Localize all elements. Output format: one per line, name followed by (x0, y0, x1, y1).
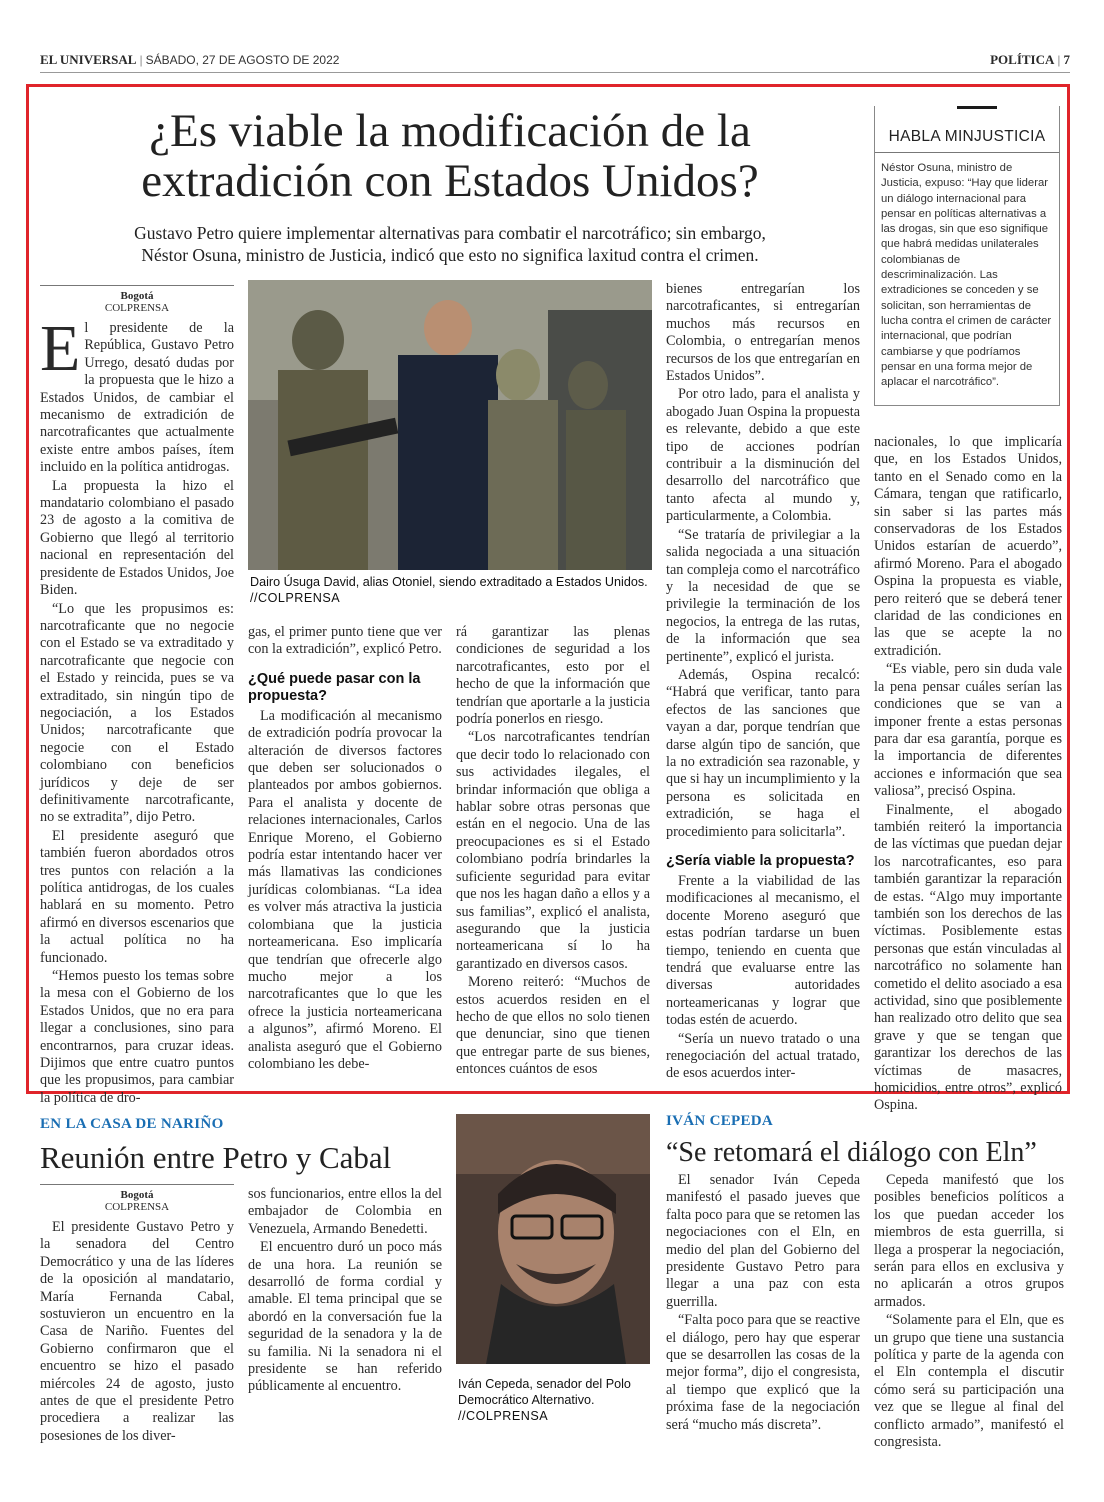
sidebar-box (874, 106, 1060, 406)
paragraph: El senador Iván Cepeda manifestó el pasado jueves que falta poco para que se retomen las negociaciones con el Eln, en medio del plan del Gobierno del presidente Gustavo Petro para llegar a una paz con esta guerrilla. (666, 1172, 860, 1310)
running-header: EL UNIVERSAL | SÁBADO, 27 DE AGOSTO DE 2022 POLÍTICA | 7 (40, 52, 1070, 67)
headline-line-2: extradición con Estados Unidos? (141, 155, 759, 207)
byline-city: Bogotá (120, 290, 154, 302)
photo-cepeda (456, 1114, 650, 1364)
paragraph: rá garantizar las plenas condiciones de seguridad a los narcotraficantes, esto por el hecho de que la información que tendrían que aportarle a la justicia podría ponerlos en riesgo. (456, 624, 650, 728)
byline (40, 1189, 234, 1213)
paragraph: El presidente Gustavo Petro y la senadora del Centro Democrático y una de las líderes de la oposición al mandatario, María Fernanda Cabal, sostuvieron un encuentro en la Casa de Nariño. Fuentes del Gobierno confirmaron que el encuentro se hizo el pasado miércoles 24 de agosto, justo antes de que el presidente Petro procediera a realizar las posesiones de los diver- (40, 1219, 234, 1444)
story3-headline: “Se retomará el diálogo con Eln” (666, 1137, 1037, 1168)
photo-extradition (248, 280, 652, 570)
main-col-2 (248, 624, 442, 1074)
page-number: 7 (1063, 52, 1070, 67)
paragraph: “Solamente para el Eln, que es un grupo que tiene una sustancia política y parte de la agenda con el Eln contempla el discutir cómo será su participación una vez que se llegue al final del conflicto armado”, manifestó el congresista. (874, 1312, 1064, 1451)
cepeda-caption (458, 1376, 650, 1424)
paragraph: “Falta poco para que se reactive el diálogo, pero hay que esperar que se desarrollen las cosas de la mejor forma”, dijo el congresista, al tiempo que explicó que la próxima fase de la negociación será “mucho más discreta”. (666, 1312, 860, 1433)
newspaper-name: EL UNIVERSAL (40, 52, 137, 67)
caption-credit: //COLPRENSA (250, 591, 341, 605)
headline-line-1: ¿Es viable la modificación de la (149, 105, 751, 157)
section-name: POLÍTICA (990, 52, 1055, 67)
paragraph: “Lo que les propusimos es: narcotraficante que no negocie con el Estado se va extraditado y narcotraficante que negocie con el Estado y reincida, pues se va extraditado, sin ningún tipo de negociación, a los Estados Unidos; narcotraficante que negocie con el Estado colombiano con beneficios jurídicos y deje de ser definitivamente narcotraficante, no se extradita”, dijo Petro. (40, 600, 234, 826)
paragraph: Además, Ospina recalcó: “Habrá que verificar, tanto para efectos de las sanciones que vayan a dar, porque tendrían que darse algún tipo de sanción, que la no extradición sea razonable, y que si hay un incumplimiento y la persona es solicitada en extradición, se haga el procedimiento para solicitarla”. (666, 666, 860, 840)
main-col-3 (456, 624, 650, 1080)
paragraph: El encuentro duró un poco más de una hora. La reunión se desarrolló de forma cordial y amable. El tema principal que se abordó en la conversación fue la seguridad de la senadora y la de su familia. Ni la senadora ni el presidente se han referido públicamente al encuentro. (248, 1239, 442, 1395)
deck-line-2: Néstor Osuna, ministro de Justicia, indicó que esto no significa laxitud contra el crimen. (141, 245, 759, 265)
story3-kicker: IVÁN CEPEDA (666, 1113, 774, 1129)
paragraph: “Es viable, pero sin duda vale la pena pensar cuáles serían las condiciones que se van a imponer frente a estas personas para dar esa garantía, porque es la importancia de diferentes acciones e información que sea valiosa”, precisó Ospina. (874, 661, 1062, 800)
story3-col-1 (666, 1172, 860, 1435)
deck (40, 222, 860, 266)
paragraph: Frente a la viabilidad de las modificaciones al mecanismo, el docente Moreno aseguró que estas podrían tardarse un buen tiempo, teniendo en cuenta que tendrá que evaluarse entre las diversas autoridades norteamericanas y lograr que todas estén de acuerdo. (666, 873, 860, 1029)
subhead: ¿Sería viable la propuesta? (666, 853, 855, 869)
byline-agency: COLPRENSA (104, 302, 170, 314)
header-rule (40, 72, 1070, 73)
story2-headline: Reunión entre Petro y Cabal (40, 1140, 392, 1175)
story3-col-2 (874, 1172, 1064, 1453)
paragraph: “Sería un nuevo tratado o una renegociación del actual tratado, de esos acuerdos inter- (666, 1030, 860, 1082)
paragraph: Finalmente, el abogado también reiteró la importancia de las víctimas que puedan dejar los narcotraficantes, eso para también garantizar la reparación de estas. “Algo muy importante también son los derechos de las víctimas. Posiblemente estas personas que están vinculadas al narcotráfico no solamente han cometido el delito asociado a esa actividad, sino que posiblemente han realizado otro delito que sea grave y que se tengan que garantizar los derechos de las víctimas de masacres, homicidios, entre otros”, explicó Ospina. (874, 801, 1062, 1114)
byline-agency: COLPRENSA (104, 1201, 170, 1213)
caption-text: Dairo Úsuga David, alias Otoniel, siendo extraditado a Estados Unidos. (250, 575, 648, 589)
paragraph: Moreno reiteró: “Muchos de estos acuerdos residen en el hecho de que ellos no solo tienen que denunciar, sino que tienen que entregar parte de sus bienes, entonces cuántos de esos (456, 974, 650, 1078)
caption-text: Iván Cepeda, senador del Polo Democrático Alternativo. (458, 1377, 631, 1407)
story2-col-2 (248, 1186, 442, 1397)
main-col-4 (666, 281, 860, 1084)
photo-caption (250, 574, 652, 606)
paragraph: nacionales, lo que implicaría que, en los Estados Unidos, tanto en el Senado como en la Cámara, tengan que ratificarlo, sin saber si las partes más conservadoras de los Estados Unidos estarían de acuerdo”, afirmó Moreno. Para el abogado Ospina la propuesta es viable, pero reiteró que se deberá tener claridad de las condiciones en las que se acepte la no extradición. (874, 434, 1062, 659)
paragraph: bienes entregarían los narcotraficantes, si entregarían muchos más recursos en Colombia, o entregarían menos recursos de los que entregarían en Estados Unidos”. (666, 281, 860, 385)
lead-paragraph: El presidente de la República, Gustavo Petro Urrego, desató dudas por la propuesta que le hizo a Estados Unidos, de cambiar el mecanismo de extradición de narcotraficantes que actualmente existe entre ambos países, ítem incluido en la política antidrogas. (40, 312, 234, 476)
paragraph: gas, el primer punto tiene que ver con la extradición”, explicó Petro. (248, 624, 442, 658)
subhead: ¿Qué puede pasar con la propuesta? (248, 670, 421, 704)
paragraph: Por otro lado, para el analista y abogado Juan Ospina la propuesta es relevante, debido a que este tipo de acciones podrían contribuir a la disminución del desarrollo del narcotráfico que tanto afecta al mundo y, particularmente, a Colombia. (666, 386, 860, 525)
main-col-5 (874, 434, 1062, 1116)
paragraph: “Hemos puesto los temas sobre la mesa con el Gobierno de los Estados Unidos, que no era para llegar a conclusiones, sino para encontrarnos, para cruzar ideas. Dijimos que entre cuatro puntos que les propusimos, para cambiar la política de dro- (40, 968, 234, 1106)
issue-date: SÁBADO, 27 DE AGOSTO DE 2022 (145, 53, 340, 67)
byline (40, 290, 234, 314)
paragraph: Cepeda manifestó que los posibles beneficios políticos a los que puedan acceder los miembros de esta guerrilla, si llega a prosperar la negociación, serán para ellos en exclusiva y no aplicarán a otros grupos armados. (874, 1172, 1064, 1310)
main-col-1 (40, 285, 234, 1108)
story2-col-1 (40, 1184, 234, 1446)
sidebar-title: HABLA MINJUSTICIA (888, 128, 1046, 145)
photo-placeholder (248, 280, 652, 570)
story2-kicker: EN LA CASA DE NARIÑO (40, 1116, 224, 1132)
paragraph: “Los narcotraficantes tendrían que decir todo lo relacionado con sus actividades ilegales, el brindar información que obliga a hablar sobre otras personas que están en el negocio. Una de las preocupaciones es si el Estado colombiano podría brindarles la suficiente seguridad para evitar que nos les hagan daño a ellos y a sus familias”, explicó el analista, asegurando que la justicia norteamericana sí lo ha garantizado en diversos casos. (456, 729, 650, 972)
byline-city: Bogotá (120, 1189, 154, 1201)
paragraph: sos funcionarios, entre ellos la del embajador de Colombia en Venezuela, Armando Benedetti. (248, 1186, 442, 1237)
caption-credit: //COLPRENSA (458, 1409, 549, 1423)
paragraph: El presidente aseguró que también fueron abordados otros tres puntos con relación a la política antidrogas, de los cuales hablará en su momento. Petro afirmó en diversos escenarios que la actual política no ha funcionado. (40, 827, 234, 966)
paragraph: La propuesta la hizo el mandatario colombiano el pasado 23 de agosto a la comitiva de Gobierno que llegó al territorio nacional en representación del presidente de Estados Unidos, Joe Biden. (40, 477, 234, 599)
paragraph: La modificación al mecanismo de extradición podría provocar la alteración de diversos factores que deben ser solucionados o planteados por ambos gobiernos. Para el analista y docente de relaciones internacionales, Carlos Enrique Moreno, el Gobierno podría estar intentando hacer ver más llamativas las condiciones jurídicas colombianas. “La idea es volver más atractiva la justicia colombiana que la justicia norteamericana. Eso implicaría que tendrían que ofrecerle algo mucho mejor a los narcotraficantes que lo que les ofrece la justicia norteamericana a algunos”, afirmó Moreno. El analista aseguró que el Gobierno colombiano les debe- (248, 707, 442, 1072)
sidebar-text: Néstor Osuna, ministro de Justicia, expuso: “Hay que liderar un diálogo internacional para pensar en políticas alternativas a las drogas, sin que eso signifique que habrá medidas unilaterales colombianas de descriminalización. Las extradiciones se conceden y se solicitan, son herramientas de lucha contra el crimen de carácter internacional, que podrían cambiarse y que podríamos pensar en una forma mejor de aplacar el narcotráfico”. (881, 162, 1052, 389)
paragraph: “Se trataría de privilegiar a la salida negociada a una situación tan compleja como el narcotráfico y la necesidad de que se privilegie la terminación de los negocios, la entrega de las rutas, de la información que sea pertinente”, explicó el jurista. (666, 526, 860, 665)
photo-placeholder (456, 1114, 650, 1364)
deck-line-1: Gustavo Petro quiere implementar alternativas para combatir el narcotráfico; sin embargo, (134, 223, 766, 243)
main-headline (40, 106, 860, 206)
drop-cap: E (40, 312, 81, 385)
